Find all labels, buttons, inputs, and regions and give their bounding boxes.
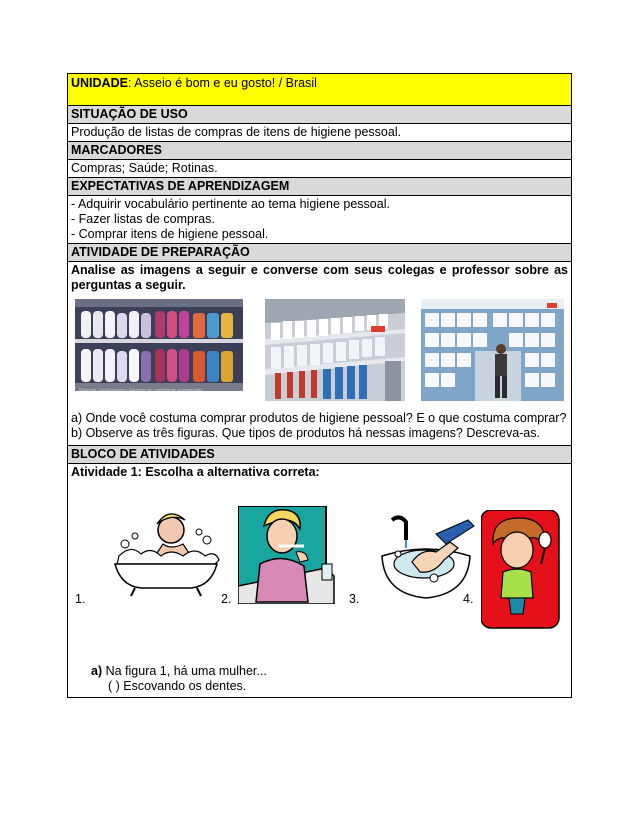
- preparation-heading: ATIVIDADE DE PREPARAÇÃO: [68, 244, 571, 262]
- woman-hair-figure: [481, 510, 561, 634]
- activity-1-title: Atividade 1: Escolha a alternativa correta:: [71, 465, 320, 479]
- question-1a: [71, 664, 568, 679]
- situation-heading: SITUAÇÃO DE USO: [68, 106, 571, 124]
- preparation-intro: Analise as imagens a seguir e converse com seus colegas e professor sobre as perguntas a seguir.: [71, 263, 568, 292]
- question-1a-label: a): [91, 664, 103, 678]
- markers-heading: MARCADORES: [68, 142, 571, 160]
- figure-label-2: 2.: [221, 592, 232, 606]
- situation-text: Produção de listas de compras de itens de higiene pessoal.: [68, 124, 571, 142]
- shampoo-shelf-photo: [75, 299, 243, 391]
- activities-heading: BLOCO DE ATIVIDADES: [68, 446, 571, 464]
- expectation-item: - Adquirir vocabulário pertinente ao tema higiene pessoal.: [71, 197, 390, 211]
- hand-washing-figure: [376, 512, 476, 606]
- question-b: b) Observe as três figuras. Que tipos de produtos há nessas imagens? Descreva-as.: [71, 426, 540, 440]
- unit-row: [68, 74, 571, 106]
- photos-strip: [71, 293, 568, 411]
- preparation-section: [68, 262, 571, 446]
- photo-caption: Shampoo, Condicionador e Sabonete em prateleira de supermercado: [79, 387, 203, 392]
- activities-section: [68, 464, 571, 698]
- expectation-item: - Fazer listas de compras.: [71, 212, 215, 226]
- toothbrush-figure: [238, 506, 338, 608]
- unit-title: : Asseio é bom e eu gosto! / Brasil: [127, 76, 317, 90]
- figures-row: [71, 480, 568, 664]
- question-1a-text: Na figura 1, há uma mulher...: [105, 664, 267, 678]
- diaper-aisle-photo: [421, 299, 564, 401]
- question-a: a) Onde você costuma comprar produtos de higiene pessoal? E o que costuma comprar?: [71, 411, 567, 425]
- figure-label-4: 4.: [463, 592, 474, 606]
- option-toothbrush[interactable]: ( ) Escovando os dentes.: [108, 679, 247, 693]
- figure-label-1: 1.: [75, 592, 86, 606]
- figure-label-3: 3.: [349, 592, 360, 606]
- unit-label: UNIDADE: [71, 76, 128, 90]
- lesson-table: [67, 73, 572, 698]
- supermarket-aisle-photo: [265, 299, 405, 401]
- expectations-heading: EXPECTATIVAS DE APRENDIZAGEM: [68, 178, 571, 196]
- expectations-list: [68, 196, 571, 244]
- bath-tub-figure: [111, 504, 221, 602]
- markers-text: Compras; Saúde; Rotinas.: [68, 160, 571, 178]
- expectation-item: - Comprar itens de higiene pessoal.: [71, 227, 269, 241]
